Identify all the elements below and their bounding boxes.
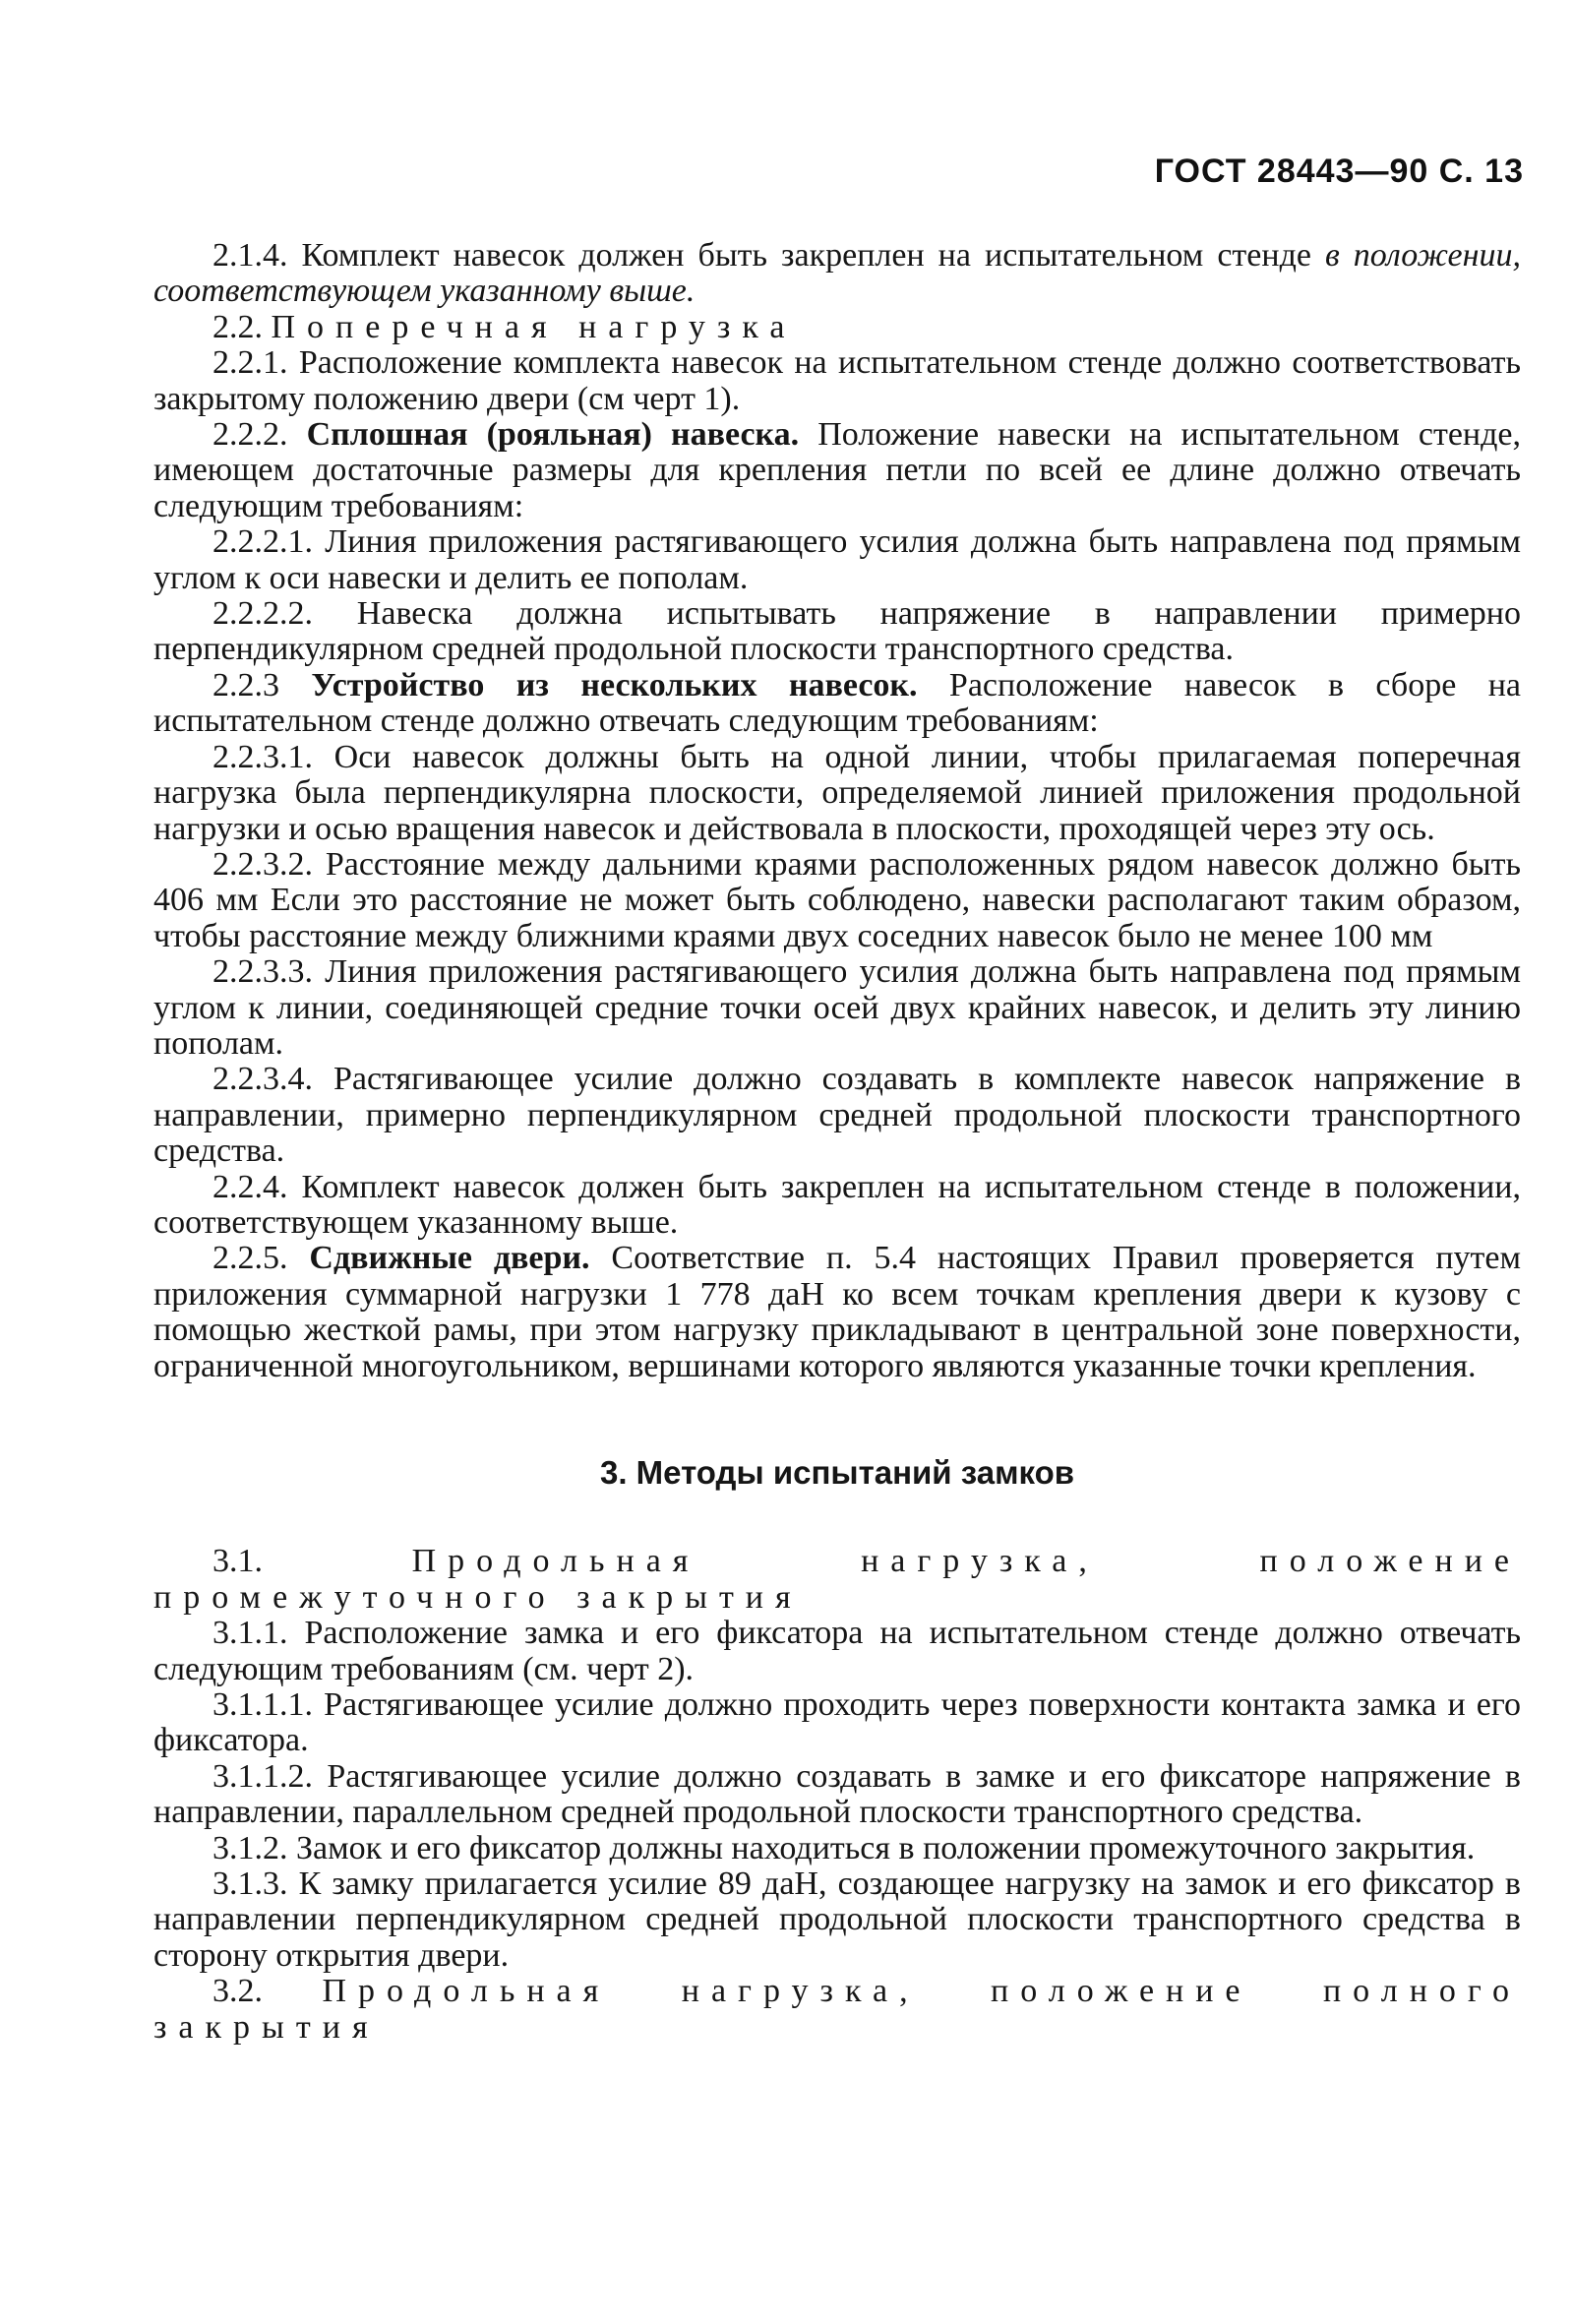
- subheading-3-1: [153, 1544, 1521, 1616]
- paragraph-2-2-2-1: 2.2.2.1. Линия приложения растягивающего усилия должна быть направлена под прямым углом к оси навески и делить ее пополам.: [153, 523, 1521, 596]
- subheading-number: 3.2.: [212, 1973, 263, 2010]
- subheading-text: Продольная нагрузка, положение промежуточного закрытия: [153, 1543, 1521, 1616]
- paragraph-2-2-3-1: 2.2.3.1. Оси навесок должны быть на одной линии, чтобы прилагаемая поперечная нагрузка была перпендикулярна плоскости, определяемой линией приложения продольной нагрузки и осью вращения навесок и действовала в плоскости, проходящей через эту ось.: [153, 738, 1521, 847]
- paragraph-2-2-3: [153, 668, 1521, 740]
- paragraph-number: 2.2.5.: [212, 1240, 288, 1277]
- paragraph-number: 2.2.3: [212, 666, 279, 703]
- subheading-text: Поперечная нагрузка: [271, 308, 797, 345]
- section-title: 3. Методы испытаний замков: [599, 1454, 1075, 1491]
- paragraph-2-2-3-2: 2.2.3.2. Расстояние между дальними краями расположенных рядом навесок должно быть 406 мм Если это расстояние не может быть соблюдено, навески располагают таким образом, чтобы расстояние между ближними краями двух соседних навесок было не менее 100 мм: [153, 845, 1521, 954]
- bold-term: Устройство из нескольких навесок.: [311, 666, 918, 703]
- subheading-3-2: [153, 1974, 1521, 2046]
- subheading-number: 3.1.: [212, 1543, 263, 1580]
- bold-term: Сплошная (рояльная) навеска.: [306, 416, 800, 454]
- paragraph-text: Расположение навесок в сборе на испытательном стенде должно отвечать следующим требованиям:: [153, 666, 1522, 740]
- paragraph-2-2-2-2: 2.2.2.2. Навеска должна испытывать напряжение в направлении примерно перпендикулярном средней продольной плоскости транспортного средства.: [153, 595, 1521, 668]
- paragraph-2-2-5: [153, 1241, 1521, 1384]
- document-body: [153, 238, 1521, 2046]
- bold-term: Сдвижные двери.: [309, 1240, 590, 1277]
- paragraph-2-2-2: [153, 417, 1521, 524]
- paragraph-2-2-4: 2.2.4. Комплект навесок должен быть закреплен на испытательном стенде в положении, соответствующем указанному выше.: [153, 1168, 1521, 1241]
- subheading-2-2: [153, 310, 1521, 345]
- subheading-number: 2.2.: [212, 308, 263, 345]
- subheading-text: Продольная нагрузка, положение полного закрытия: [153, 1973, 1521, 2046]
- paragraph-3-1-3: 3.1.3. К замку прилагается усилие 89 даН, создающее нагрузку на замок и его фиксатор в направлении перпендикулярном средней продольной плоскости транспортного средства в сторону открытия двери.: [153, 1865, 1521, 1974]
- paragraph-2-2-3-4: 2.2.3.4. Растягивающее усилие должно создавать в комплекте навесок напряжение в направлении, примерно перпендикулярном средней продольной плоскости транспортного средства.: [153, 1061, 1521, 1170]
- page-header: ГОСТ 28443—90 С. 13: [1154, 153, 1524, 190]
- paragraph-2-1-4: [153, 238, 1521, 310]
- paragraph-3-1-1: 3.1.1. Расположение замка и его фиксатора на испытательном стенде должно отвечать следующим требованиям (см. черт 2).: [153, 1615, 1521, 1687]
- paragraph-text: Положение навески на испытательном стенде, имеющем достаточные размеры для крепления петли по всей ее длине должно отвечать следующим требованиям:: [153, 416, 1522, 524]
- italic-text: в положении, соответствующем указанному выше.: [153, 237, 1521, 310]
- paragraph-3-1-2: 3.1.2. Замок и его фиксатор должны находиться в положении промежуточного закрытия.: [212, 1829, 1476, 1866]
- paragraph-3-1-1-1: 3.1.1.1. Растягивающее усилие должно проходить через поверхности контакта замка и его фиксатора.: [153, 1686, 1521, 1759]
- paragraph-text: Соответствие п. 5.4 настоящих Правил проверяется путем приложения суммарной нагрузки 1 778 даН ко всем точкам крепления двери к кузову с помощью жесткой рамы, при этом нагрузку прикладывают в центральной зоне поверхности, ограниченной многоугольником, вершинами которого являются указанные точки крепления.: [153, 1240, 1522, 1384]
- paragraph-3-1-1-2: 3.1.1.2. Растягивающее усилие должно создавать в замке и его фиксаторе напряжение в направлении, параллельном средней продольной плоскости транспортного средства.: [153, 1757, 1521, 1831]
- paragraph-number: 2.2.2.: [212, 416, 288, 454]
- paragraph-2-2-3-3: 2.2.3.3. Линия приложения растягивающего усилия должна быть направлена под прямым углом к линии, соединяющей средние точки осей двух крайних навесок, и делить эту линию пополам.: [153, 953, 1521, 1062]
- paragraph-2-2-1: 2.2.1. Расположение комплекта навесок на испытательном стенде должно соответствовать закрытому положению двери (см черт 1).: [153, 344, 1521, 417]
- paragraph-text: 2.1.4. Комплект навесок должен быть закреплен на испытательном стенде: [212, 237, 1311, 274]
